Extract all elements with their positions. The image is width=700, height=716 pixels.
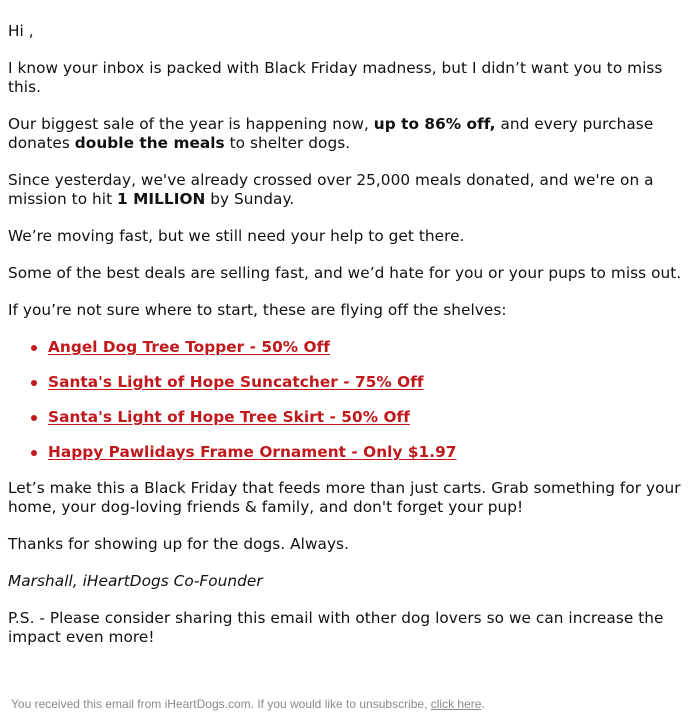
deals-selling-paragraph: Some of the best deals are selling fast, and we’d hate for you or your pups to miss out. bbox=[8, 264, 682, 282]
unsubscribe-link[interactable]: click here bbox=[430, 697, 482, 711]
deal-link-suncatcher[interactable]: Santa's Light of Hope Suncatcher - 75% Off bbox=[48, 373, 424, 391]
discount-highlight: up to 86% off, bbox=[373, 115, 496, 133]
list-item bbox=[48, 408, 696, 427]
mission-paragraph bbox=[8, 171, 696, 209]
deal-link-frame-ornament[interactable]: Happy Pawlidays Frame Ornament - Only $1.97 bbox=[48, 443, 457, 461]
meals-highlight: double the meals bbox=[74, 134, 225, 152]
sale-text-2: and every purchase donates bbox=[8, 115, 654, 152]
sale-paragraph bbox=[8, 115, 696, 153]
mission-text-1: Since yesterday, we've already crossed over 25,000 meals donated, and we're on a mission to hit bbox=[8, 171, 654, 208]
thanks-paragraph: Thanks for showing up for the dogs. Always. bbox=[8, 535, 349, 553]
goal-highlight: 1 MILLION bbox=[117, 190, 206, 208]
bullet-icon bbox=[31, 450, 37, 456]
bullet-icon bbox=[31, 415, 37, 421]
email-body bbox=[8, 22, 696, 665]
deals-list bbox=[8, 338, 696, 462]
bullet-icon bbox=[31, 345, 37, 351]
help-paragraph: We’re moving fast, but we still need your help to get there. bbox=[8, 227, 465, 245]
black-friday-paragraph: Let’s make this a Black Friday that feeds more than just carts. Grab something for your home, your dog-loving friends & family, and don't forget your pup! bbox=[8, 479, 681, 516]
sale-text-3: to shelter dogs. bbox=[224, 134, 351, 152]
mission-text-2: by Sunday. bbox=[205, 190, 295, 208]
list-item bbox=[48, 443, 696, 462]
deal-link-angel-tree-topper[interactable]: Angel Dog Tree Topper - 50% Off bbox=[48, 338, 331, 356]
greeting: Hi , bbox=[8, 22, 34, 40]
ps-paragraph: P.S. - Please consider sharing this email with other dog lovers so we can increase the impact even more! bbox=[8, 609, 664, 646]
footer-end: . bbox=[481, 697, 485, 711]
deals-intro-paragraph: If you’re not sure where to start, these are flying off the shelves: bbox=[8, 301, 507, 319]
unsubscribe-footer bbox=[11, 697, 485, 711]
list-item bbox=[48, 373, 696, 392]
intro-paragraph: I know your inbox is packed with Black Friday madness, but I didn’t want you to miss this. bbox=[8, 59, 663, 96]
sale-text-1: Our biggest sale of the year is happening now, bbox=[8, 115, 374, 133]
list-item bbox=[48, 338, 696, 357]
deal-link-tree-skirt[interactable]: Santa's Light of Hope Tree Skirt - 50% Off bbox=[48, 408, 410, 426]
footer-text: You received this email from iHeartDogs.com. If you would like to unsubscribe, bbox=[11, 697, 431, 711]
signature: Marshall, iHeartDogs Co-Founder bbox=[8, 572, 263, 590]
bullet-icon bbox=[31, 380, 37, 386]
